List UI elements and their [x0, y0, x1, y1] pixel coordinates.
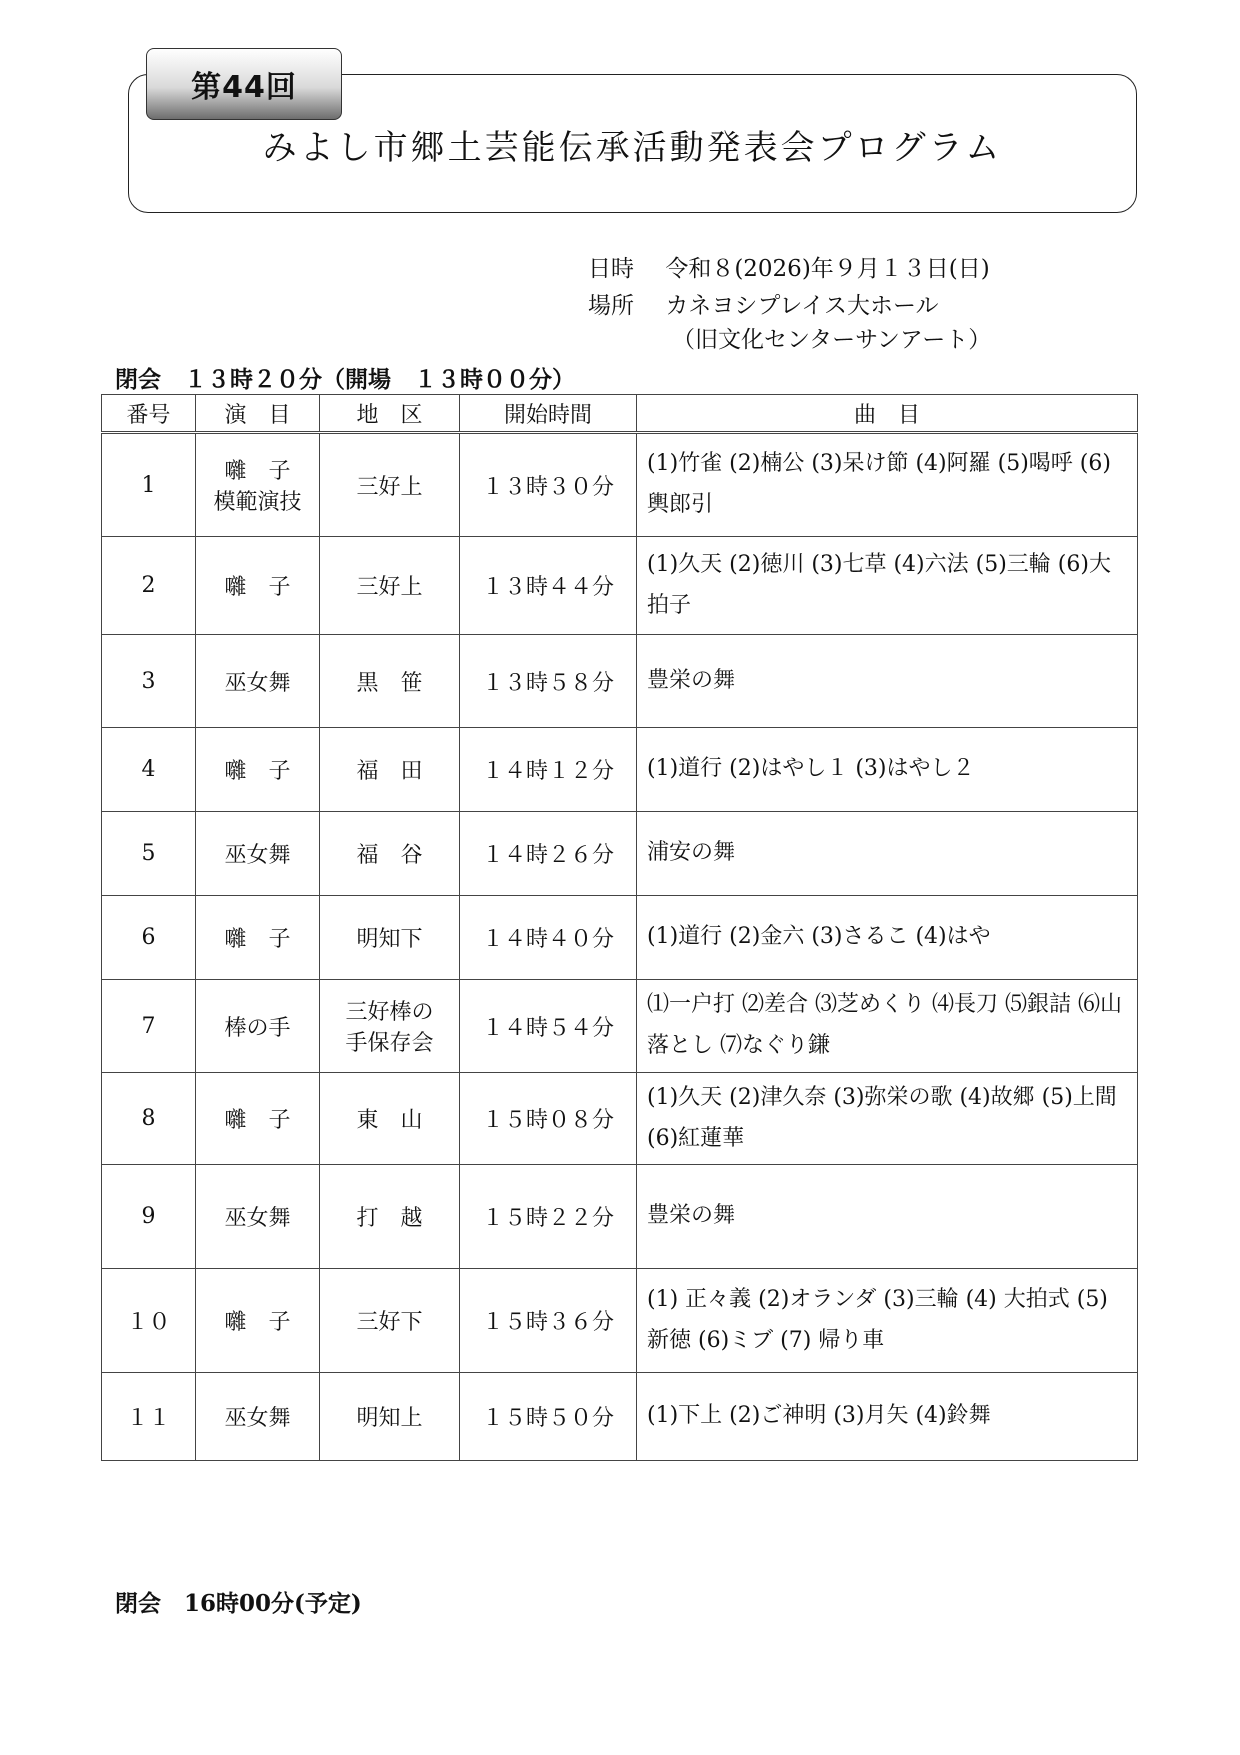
cell-songs: (1)道行 (2)金六 (3)さるこ (4)はや	[637, 896, 1138, 980]
header-start-time: 開始時間	[460, 395, 637, 433]
cell-start-time: １３時４４分	[460, 537, 637, 635]
table-row	[102, 1373, 1138, 1461]
cell-start-time: １４時１２分	[460, 728, 637, 812]
cell-program: 囃 子	[196, 896, 320, 980]
place-row	[588, 287, 939, 320]
cell-songs: ⑴一户打 ⑵差合 ⑶芝めくり ⑷長刀 ⑸銀詰 ⑹山落とし ⑺なぐり鎌	[637, 980, 1138, 1073]
closing-time: 閉会 16時00分(予定)	[115, 1590, 362, 1617]
cell-district: 打 越	[320, 1165, 460, 1269]
place-value: カネヨシプレイス大ホール	[665, 293, 939, 319]
cell-start-time: １４時５４分	[460, 980, 637, 1073]
table-row	[102, 537, 1138, 635]
page-title: みよし市郷土芸能伝承活動発表会プログラム	[262, 128, 1003, 168]
cell-number: １０	[102, 1269, 196, 1373]
cell-start-time: １５時５０分	[460, 1373, 637, 1461]
cell-number: 8	[102, 1073, 196, 1165]
cell-songs: (1)下上 (2)ご神明 (3)月矢 (4)鈴舞	[637, 1373, 1138, 1461]
cell-start-time: １５時０８分	[460, 1073, 637, 1165]
date-value: 令和８(2026)年９月１３日(日)	[665, 256, 990, 282]
cell-program: 囃 子	[196, 537, 320, 635]
place-label: 場所	[588, 293, 634, 319]
table-row	[102, 1073, 1138, 1165]
cell-number: １１	[102, 1373, 196, 1461]
table-row	[102, 980, 1138, 1073]
cell-start-time: １３時５８分	[460, 635, 637, 728]
cell-number: 7	[102, 980, 196, 1073]
table-row	[102, 433, 1138, 537]
cell-district: 福 谷	[320, 812, 460, 896]
cell-songs: (1)久天 (2)津久奈 (3)弥栄の歌 (4)故郷 (5)上間 (6)紅蓮華	[637, 1073, 1138, 1165]
cell-songs: (1)竹雀 (2)楠公 (3)呆け節 (4)阿羅 (5)喝呼 (6)輿郎引	[637, 433, 1138, 537]
date-label: 日時	[588, 256, 634, 282]
cell-program: 巫女舞	[196, 635, 320, 728]
cell-program: 囃 子 模範演技	[196, 433, 320, 537]
cell-songs: (1) 正々義 (2)オランダ (3)三輪 (4) 大拍式 (5)新徳 (6)ミブ (7) 帰り車	[637, 1269, 1138, 1373]
cell-songs: (1)久天 (2)徳川 (3)七草 (4)六法 (5)三輪 (6)大拍子	[637, 537, 1138, 635]
header-number: 番号	[102, 395, 196, 433]
table-row	[102, 728, 1138, 812]
cell-start-time: １４時２６分	[460, 812, 637, 896]
table-row	[102, 1269, 1138, 1373]
table-row	[102, 635, 1138, 728]
cell-songs: 豊栄の舞	[637, 635, 1138, 728]
cell-songs: (1)道行 (2)はやし１ (3)はやし２	[637, 728, 1138, 812]
cell-district: 三好上	[320, 537, 460, 635]
cell-district: 福 田	[320, 728, 460, 812]
cell-number: 1	[102, 433, 196, 537]
place-note: （旧文化センターサンアート）	[672, 327, 992, 353]
cell-songs: 豊栄の舞	[637, 1165, 1138, 1269]
cell-start-time: １４時４０分	[460, 896, 637, 980]
cell-program: 囃 子	[196, 1073, 320, 1165]
cell-program: 巫女舞	[196, 1373, 320, 1461]
program-table	[101, 394, 1138, 1461]
cell-number: 4	[102, 728, 196, 812]
cell-number: 9	[102, 1165, 196, 1269]
cell-number: 2	[102, 537, 196, 635]
table-row	[102, 812, 1138, 896]
opening-time: 閉会 １３時２０分（開場 １３時００分）	[115, 366, 575, 393]
cell-program: 巫女舞	[196, 1165, 320, 1269]
date-row	[588, 250, 990, 283]
cell-program: 棒の手	[196, 980, 320, 1073]
header-songs: 曲 目	[637, 395, 1138, 433]
cell-number: 5	[102, 812, 196, 896]
table-header-row	[102, 395, 1138, 433]
cell-program: 巫女舞	[196, 812, 320, 896]
cell-district: 三好上	[320, 433, 460, 537]
cell-district: 明知上	[320, 1373, 460, 1461]
cell-district: 東 山	[320, 1073, 460, 1165]
header-program: 演 目	[196, 395, 320, 433]
cell-district: 明知下	[320, 896, 460, 980]
cell-district: 三好下	[320, 1269, 460, 1373]
header-district: 地 区	[320, 395, 460, 433]
cell-start-time: １５時３６分	[460, 1269, 637, 1373]
table-row	[102, 1165, 1138, 1269]
cell-district: 黒 笹	[320, 635, 460, 728]
cell-start-time: １５時２２分	[460, 1165, 637, 1269]
cell-program: 囃 子	[196, 728, 320, 812]
cell-number: 6	[102, 896, 196, 980]
cell-program: 囃 子	[196, 1269, 320, 1373]
cell-start-time: １３時３０分	[460, 433, 637, 537]
edition-badge: 第44回	[146, 48, 342, 120]
table-row	[102, 896, 1138, 980]
cell-district: 三好棒の 手保存会	[320, 980, 460, 1073]
cell-number: 3	[102, 635, 196, 728]
cell-songs: 浦安の舞	[637, 812, 1138, 896]
